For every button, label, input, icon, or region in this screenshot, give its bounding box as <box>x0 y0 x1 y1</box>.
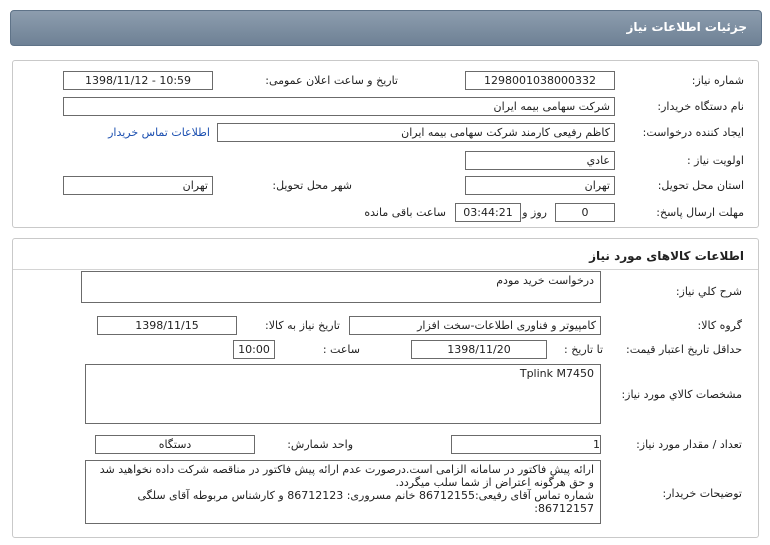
window-title: جزئيات اطلاعات نياز <box>626 20 747 34</box>
goods-info-panel <box>12 238 759 538</box>
spec-field <box>85 364 601 424</box>
buyer-desc-text: ارائه پیش فاکتور در سامانه الزامی است.درصورت عدم ارائه پیش فاکتور در مناقصه شرکت داده نخواهید شد و حق هرگونه اعتراض از شما سلب میگردد. شماره تماس آقای رفیعی:86712155 خانم مسروری: 86712123 و کارشناس مربوطه آقای سلگی 86712157: <box>99 463 594 515</box>
section-divider <box>13 269 758 270</box>
summary-field <box>81 271 601 303</box>
unit-label: واحد شمارش: <box>287 438 353 451</box>
goods-group-field: کامپیوتر و فناوری اطلاعات-سخت افزار <box>349 316 601 335</box>
need-number-label: شماره نیاز: <box>691 74 744 87</box>
summary-text: درخواست خرید مودم <box>496 274 594 287</box>
deadline-days-field: 0 <box>555 203 615 222</box>
spec-text: Tplink M7450 <box>519 367 594 380</box>
qty-label: تعداد / مقدار مورد نیاز: <box>636 438 742 451</box>
creator-field: کاظم رفیعی کارمند شرکت سهامی بیمه ایران <box>217 123 615 142</box>
need-date-label: تاریخ نیاز به کالا: <box>265 319 340 332</box>
unit-field: دستگاه <box>95 435 255 454</box>
need-date-field: 1398/11/15 <box>97 316 237 335</box>
buyer-org-field: شرکت سهامی بیمه ایران <box>63 97 615 116</box>
buyer-org-label: نام دستگاه خریدار: <box>657 100 744 113</box>
goods-group-label: گروه کالا: <box>697 319 742 332</box>
buyer-desc-field <box>85 460 601 524</box>
buyer-desc-label: توضیحات خریدار: <box>662 487 742 500</box>
city-field: تهران <box>63 176 213 195</box>
city-label: شهر محل تحویل: <box>272 179 352 192</box>
price-validity-label: حداقل تاریخ اعتبار قیمت: <box>626 343 742 356</box>
goods-section-title: اطلاعات کالاهای مورد نیاز <box>589 249 744 263</box>
summary-label: شرح کلي نياز: <box>675 285 742 298</box>
until-date-label: تا تاریخ : <box>564 343 603 356</box>
until-date-field: 1398/11/20 <box>411 340 547 359</box>
window-title-bar <box>10 10 762 46</box>
creator-label: ایجاد کننده درخواست: <box>642 126 744 139</box>
spec-label: مشخصات کالاي مورد نياز: <box>621 388 742 401</box>
hour-field: 10:00 <box>233 340 275 359</box>
deadline-label: مهلت ارسال پاسخ: <box>656 206 744 219</box>
announce-date-label: تاریخ و ساعت اعلان عمومی: <box>265 74 398 87</box>
buyer-contact-link[interactable]: اطلاعات تماس خریدار <box>108 126 210 139</box>
qty-field: 1 <box>451 435 601 454</box>
need-info-panel <box>12 60 759 228</box>
priority-label: اولویت نیاز : <box>686 154 744 167</box>
deadline-days-unit: روز و <box>522 206 547 219</box>
deadline-time-field: 03:44:21 <box>455 203 521 222</box>
province-label: استان محل تحویل: <box>657 179 744 192</box>
hour-label: ساعت : <box>322 343 360 356</box>
priority-field: عادي <box>465 151 615 170</box>
need-number-field: 1298001038000332 <box>465 71 615 90</box>
deadline-remaining-label: ساعت باقی مانده <box>364 206 446 219</box>
province-field: تهران <box>465 176 615 195</box>
announce-date-field: 1398/11/12 - 10:59 <box>63 71 213 90</box>
